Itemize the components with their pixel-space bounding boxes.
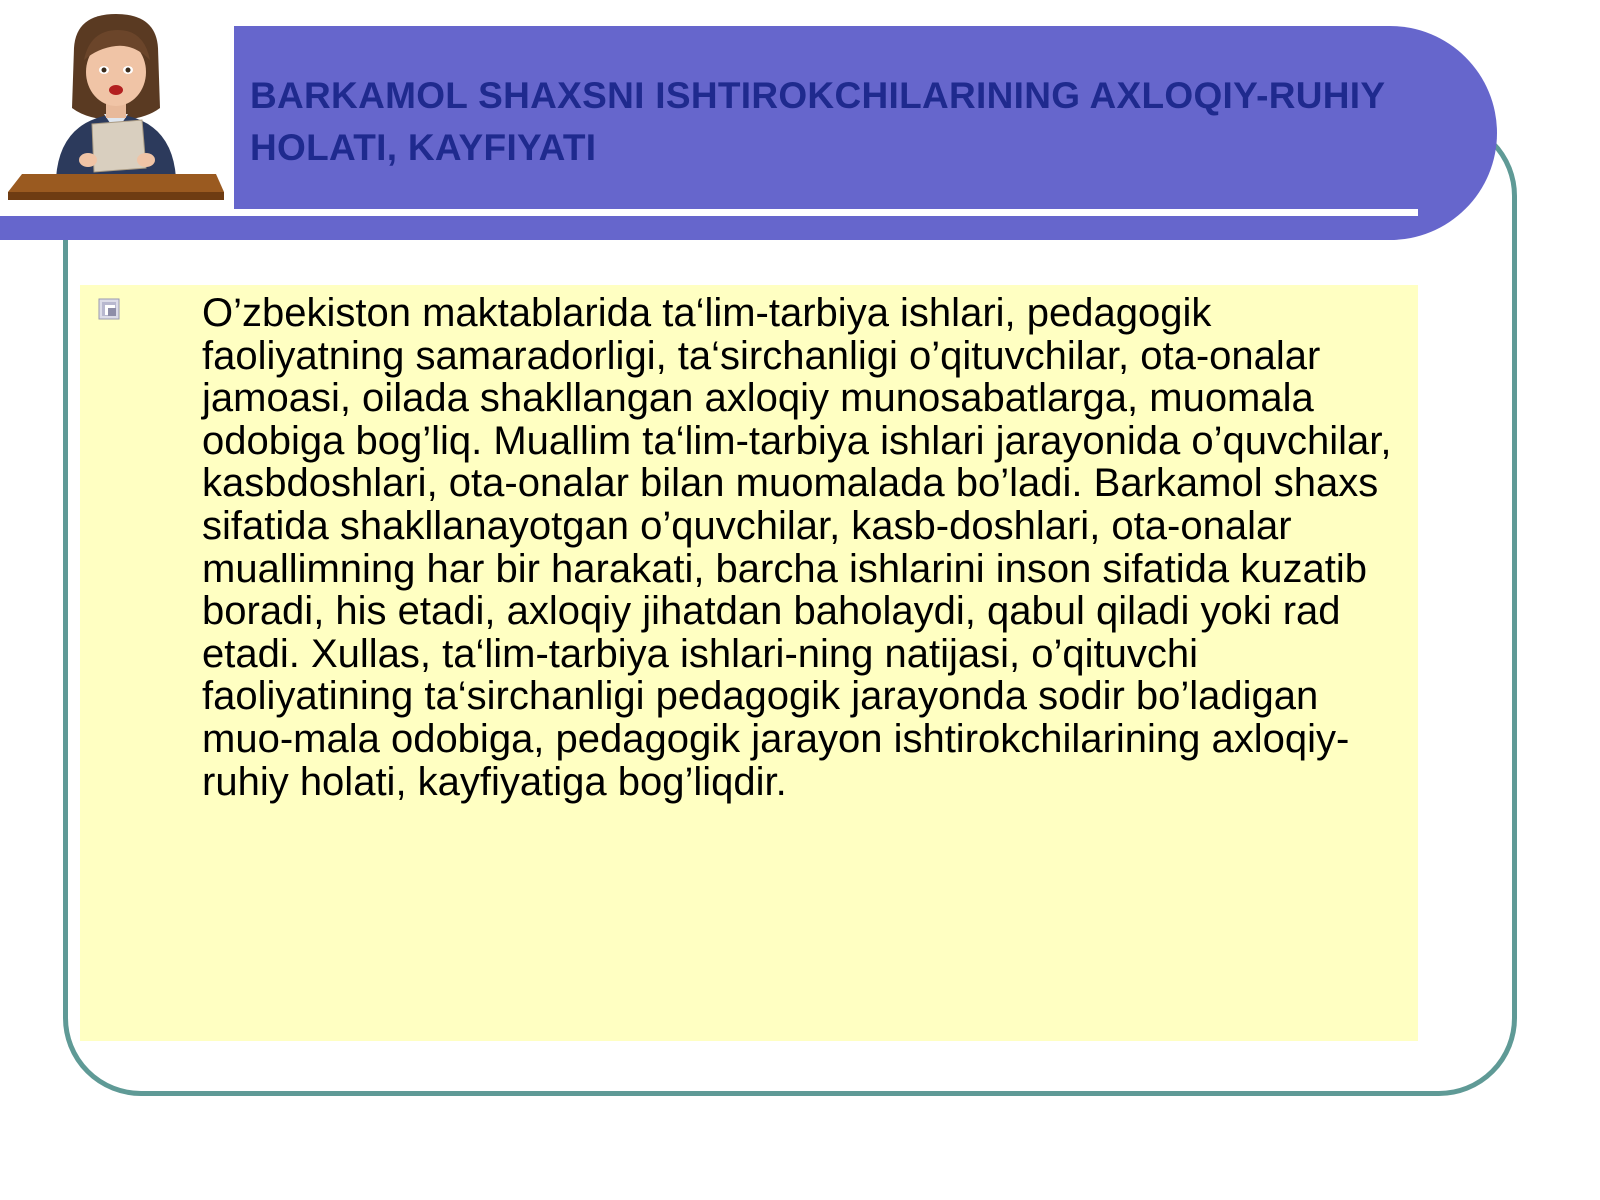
bullet-icon	[98, 298, 122, 322]
banner-divider	[0, 209, 1418, 216]
body-paragraph: O’zbekiston maktablarida ta‘lim-tarbiya ishlari, pedagogik faoliyatning samaradorligi, ta‘sirchanligi o’qituvchilar, ota-onalar jamoasi, oilada shakllangan axloqiy munosabatlarga, muomala odobiga bog’liq. Muallim ta‘lim-tarbiya ishlari jarayonida o’quvchilar, kasbdoshlari, ota-onalar bilan muomalada bo’ladi. Barkamol shaxs sifatida shakllanayotgan o’quvchilar, kasb-doshlari, ota-onalar muallimning har bir harakati, barcha ishlarini inson sifatida kuzatib boradi, his etadi, axloqiy jihatdan baholaydi, qabul qiladi yoki rad etadi. Xullas, ta‘lim-tarbiya ishlari-ning natijasi, o’qituvchi faoliyatining ta‘sirchanligi pedagogik jarayonda sodir bo’ladigan muo-mala odobiga, pedagogik jarayon ishtirokchilarining axloqiy-ruhiy holati, kayfiyatiga bog’liqdir.	[202, 291, 1392, 804]
slide-title: BARKAMOL SHAXSNI ISHTIROKCHILARINING AXLOQIY-RUHIY HOLATI, KAYFIYATI	[250, 75, 1385, 168]
presenter-icon	[4, 8, 234, 204]
